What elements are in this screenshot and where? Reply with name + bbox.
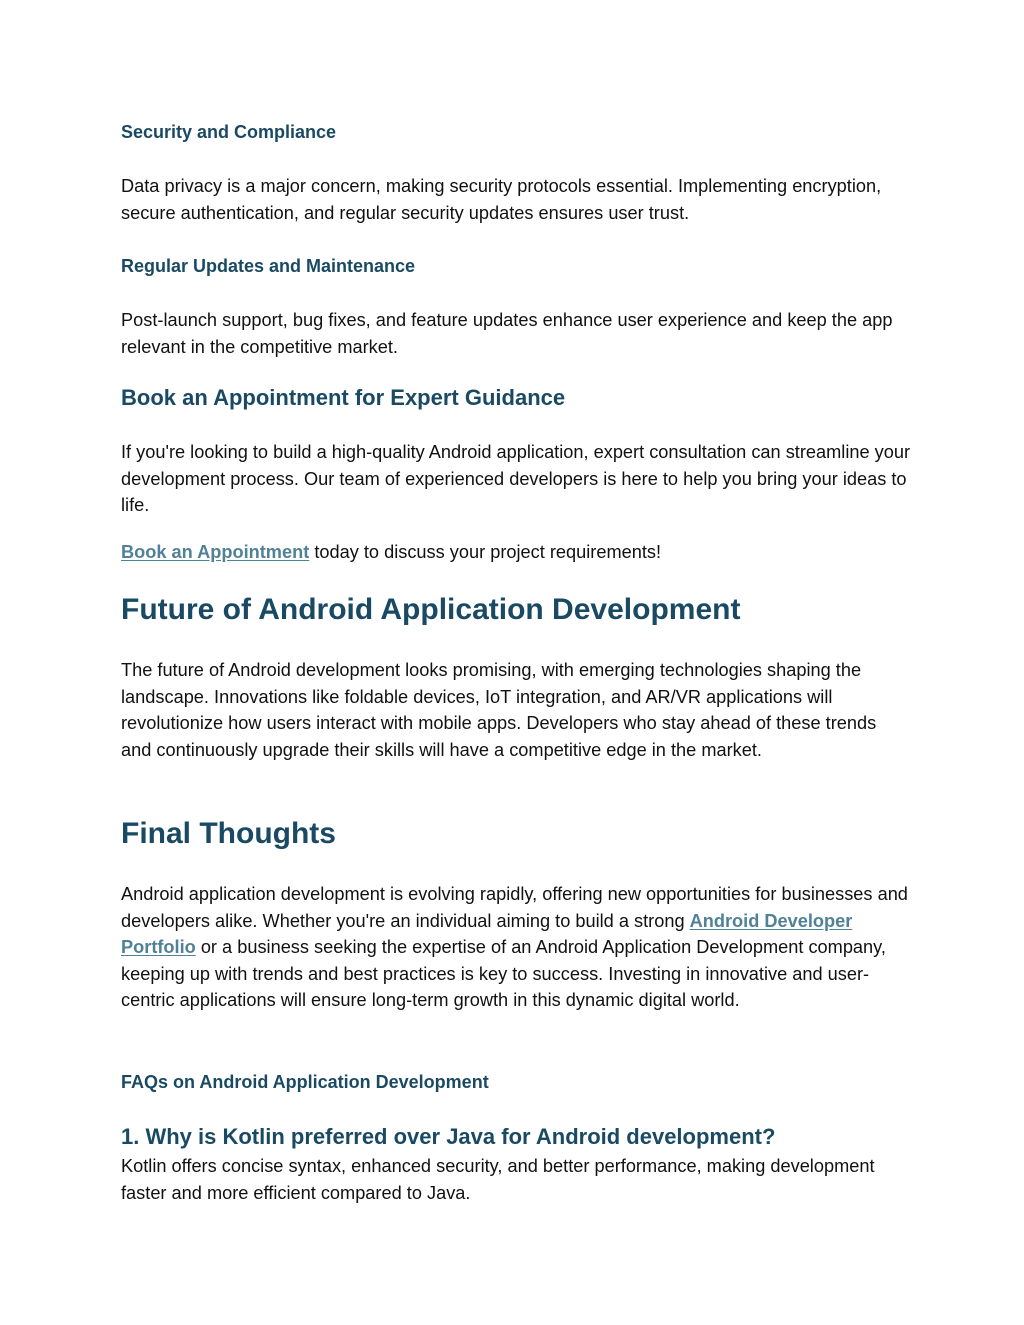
final-thoughts-text-before: Android application development is evolving rapidly, offering new opportunities for businesses and developers alike. Whether you're an individual aiming to build a strong [121, 884, 908, 931]
security-heading: Security and Compliance [121, 122, 337, 142]
faq-question-1: 1. Why is Kotlin preferred over Java for Android development? [121, 1124, 776, 1149]
security-paragraph: Data privacy is a major concern, making security protocols essential. Implementing encryption, secure authentication, and regular security updates ensures user trust. [121, 176, 882, 223]
appointment-cta-text: today to discuss your project requirements! [309, 542, 662, 562]
faqs-heading: FAQs on Android Application Development [121, 1072, 489, 1092]
faq-answer-1: Kotlin offers concise syntax, enhanced security, and better performance, making development faster and more efficient compared to Java. [121, 1156, 875, 1203]
appointment-heading: Book an Appointment for Expert Guidance [121, 385, 566, 410]
future-paragraph: The future of Android development looks promising, with emerging technologies shaping the landscape. Innovations like foldable devices, IoT integration, and AR/VR applications will revolutionize how users interact with mobile apps. Developers who stay ahead of these trends and continuously upgrade their skills will have a competitive edge in the market. [121, 660, 877, 760]
future-heading: Future of Android Application Development [121, 593, 741, 626]
android-developer-portfolio-link[interactable]: Android Developer Portfolio [121, 910, 853, 958]
updates-heading: Regular Updates and Maintenance [121, 256, 416, 276]
final-thoughts-heading: Final Thoughts [121, 817, 336, 850]
book-appointment-link[interactable]: Book an Appointment [121, 542, 310, 562]
final-thoughts-paragraph [121, 881, 911, 1014]
updates-paragraph: Post-launch support, bug fixes, and feature updates enhance user experience and keep the app relevant in the competitive market. [121, 310, 893, 357]
appointment-cta-line [121, 539, 911, 566]
appointment-paragraph: If you're looking to build a high-quality Android application, expert consultation can streamline your development process. Our team of experienced developers is here to help you bring your ideas to life. [121, 442, 911, 516]
final-thoughts-text-after: or a business seeking the expertise of an Android Application Development company, keeping up with trends and best practices is key to success. Investing in innovative and user-centric applications will ensure long-term growth in this dynamic digital world. [121, 937, 886, 1011]
